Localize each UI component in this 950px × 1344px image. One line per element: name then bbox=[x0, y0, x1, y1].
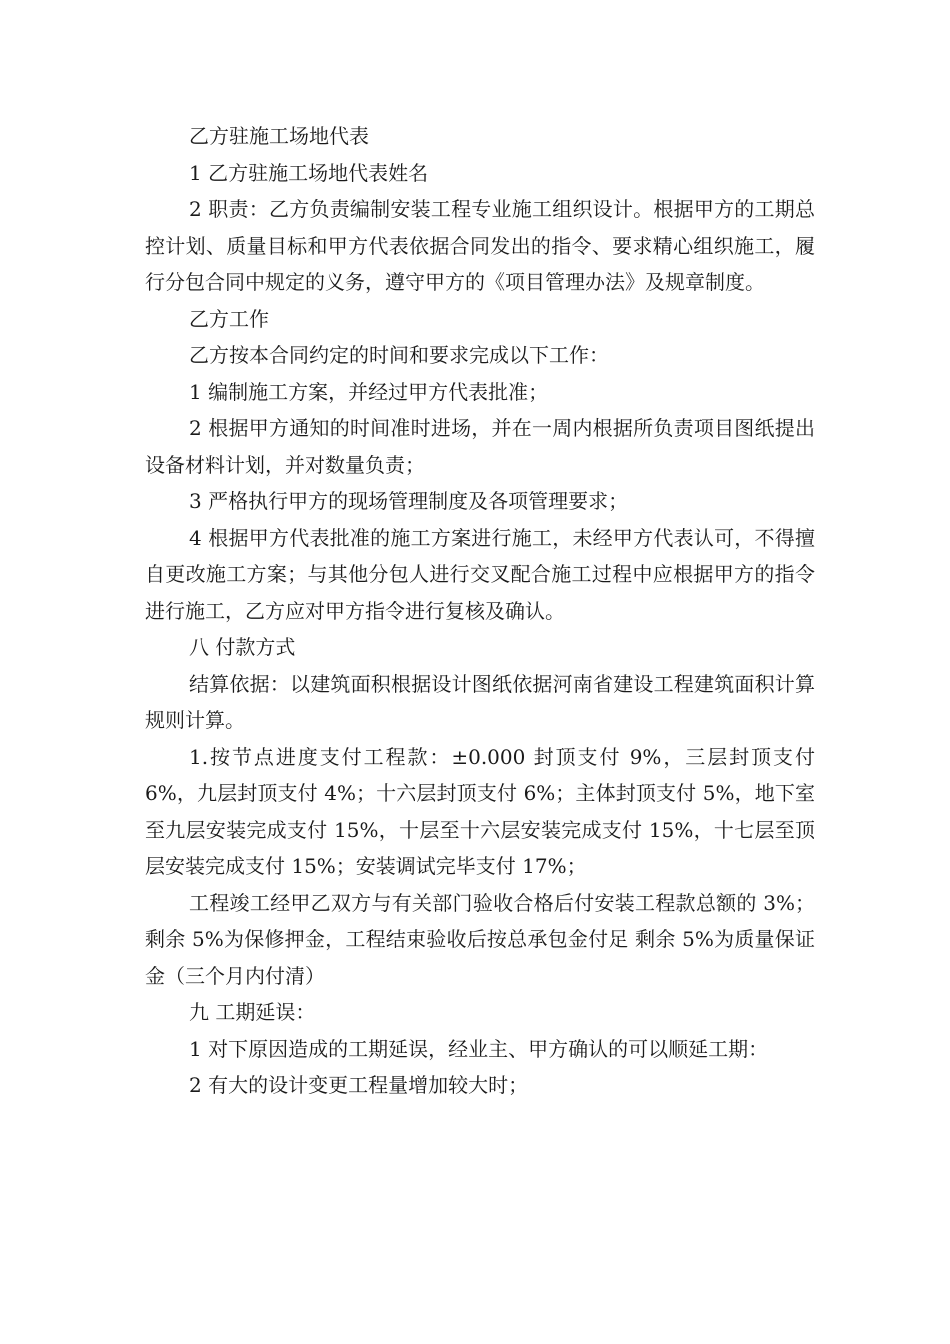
completion-payment-paragraph: 工程竣工经甲乙双方与有关部门验收合格后付安装工程款总额的 3%；剩余 5%为保修押金，工程结束验收后按总承包金付足 剩余 5%为质量保证金（三个月内付清） bbox=[145, 890, 815, 988]
payment-schedule-paragraph: 1.按节点进度支付工程款：±0.000 封顶支付 9%，三层封顶支付 6%，九层封顶支付 4%；十六层封顶支付 6%；主体封顶支付 5%，地下室至九层安装完成支付 15%，十层至十六层安装完成支付 15%，十七层至顶层安装完成支付 15%；安装调试完毕支付 17%； bbox=[145, 744, 815, 878]
work-item-4: 4 根据甲方代表批准的施工方案进行施工，未经甲方代表认可，不得擅自更改施工方案；与其他分包人进行交叉配合施工过程中应根据甲方的指令进行施工，乙方应对甲方指令进行复核及确认。 bbox=[145, 525, 815, 623]
delay-item-1: 1 对下原因造成的工期延误，经业主、甲方确认的可以顺延工期： bbox=[189, 1036, 769, 1061]
heading-payment-method: 八 付款方式 bbox=[189, 635, 296, 659]
work-item-3: 3 严格执行甲方的现场管理制度及各项管理要求； bbox=[189, 489, 629, 513]
delay-item-2: 2 有大的设计变更工程量增加较大时； bbox=[189, 1073, 529, 1097]
work-item-2: 2 根据甲方通知的时间准时进场，并在一周内根据所负责项目图纸提出设备材料计划，并对数量负责； bbox=[145, 416, 815, 477]
heading-contractor-work: 乙方工作 bbox=[189, 306, 269, 331]
document-page bbox=[145, 118, 815, 1104]
settlement-basis-paragraph: 结算依据：以建筑面积根据设计图纸依据河南省建设工程建筑面积计算规则计算。 bbox=[145, 671, 815, 732]
work-item-1: 1 编制施工方案，并经过甲方代表批准； bbox=[189, 379, 549, 404]
representative-duties-paragraph: 2 职责：乙方负责编制安装工程专业施工组织设计。根据甲方的工期总控计划、质量目标和甲方代表依据合同发出的指令、要求精心组织施工，履行分包合同中规定的义务，遵守甲方的《项目管理办法》及规章制度。 bbox=[145, 197, 815, 294]
work-intro-paragraph: 乙方按本合同约定的时间和要求完成以下工作： bbox=[189, 343, 609, 367]
heading-schedule-delay: 九 工期延误： bbox=[189, 1000, 316, 1024]
heading-contractor-representative: 乙方驻施工场地代表 bbox=[189, 124, 369, 148]
representative-name-line: 1 乙方驻施工场地代表姓名 bbox=[189, 160, 429, 185]
